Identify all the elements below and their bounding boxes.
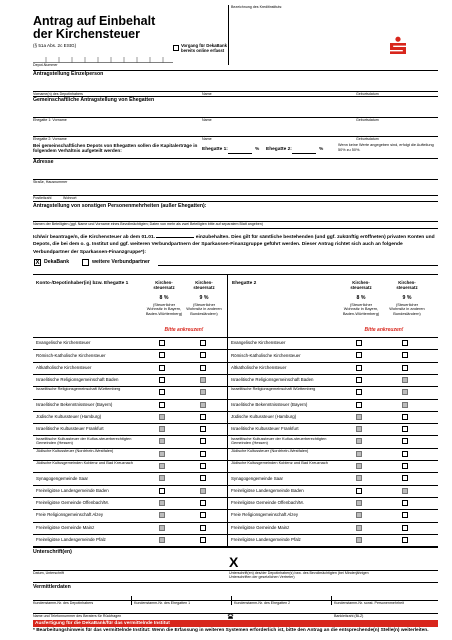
grid-row-label: Israelitische Religionsgemeinschaft Baden <box>231 377 314 383</box>
rate-8-checkbox <box>159 451 165 457</box>
grid-row-label: Jüdische Kultusgemeinden Koblenz und Bad Kreuznach <box>36 460 133 466</box>
divider <box>33 228 438 229</box>
percent-sign: % <box>255 147 260 152</box>
telephone-icon <box>227 606 234 612</box>
rate-9-checkbox[interactable] <box>200 537 206 543</box>
grid-row-label: Jüdische Kultusgemeinden Koblenz und Bad Kreuznach <box>231 460 328 466</box>
signature-x-mark: X <box>229 554 239 570</box>
rate-9-checkbox <box>200 377 206 383</box>
legal-reference: (§ 51a Abs. 2c EStG) <box>33 43 77 48</box>
rate-8-checkbox <box>159 475 165 481</box>
grid-row-label: Freie Religionsgemeinschaft Alzey <box>36 512 104 518</box>
rate-9-checkbox[interactable] <box>402 537 408 543</box>
col1-rate: 8 % <box>356 295 366 301</box>
section-personenmehrheit-title: Antragstellung von sonstigen Personenmehrheiten (außer Ehegatten): <box>33 203 207 209</box>
grid-top <box>33 274 438 275</box>
ehegatte2-ratio-label: Ehegatte 2: <box>266 147 292 152</box>
vorname-depotinhaber-label: Vorname(n) des Depotinhabers <box>33 92 83 96</box>
rate-9-checkbox[interactable] <box>402 512 408 518</box>
rate-9-checkbox[interactable] <box>402 414 408 420</box>
rate-8-checkbox[interactable] <box>356 352 362 358</box>
grid-row-label: Synagogengemeinde Saar <box>36 475 88 481</box>
grid-row-label: Freireligiöse Landesgemeinde Baden <box>36 487 109 493</box>
title-line-2: der Kirchensteuer <box>33 27 140 41</box>
bankleitzahl-label: Bankleitzahl (BLZ) <box>334 614 364 618</box>
ehegatte2-geburtsdatum-label: Geburtsdatum <box>356 137 379 141</box>
rate-8-checkbox <box>159 426 165 432</box>
rate-9-checkbox[interactable] <box>200 438 206 444</box>
wohnort-label: Wohnort <box>63 196 77 200</box>
divider <box>33 158 438 159</box>
ausfertigung-bar <box>33 620 438 627</box>
rate-9-checkbox[interactable] <box>402 451 408 457</box>
grid-row-label: Altkatholische Kirchensteuer <box>36 364 92 370</box>
name-label: Name <box>202 92 212 96</box>
percent-sign: % <box>319 147 324 152</box>
berater-name-tel-label: Name und Telefonnummer des Beraters für Rückfragen <box>33 614 122 618</box>
grid-row-label: Israelitische Bekenntnissteuer (Bayern) <box>231 401 308 407</box>
rate-8-checkbox[interactable] <box>159 488 165 494</box>
divider <box>33 201 438 202</box>
ehegatte2-ratio-input[interactable] <box>292 153 316 154</box>
rate-8-checkbox[interactable] <box>159 402 165 408</box>
rate-9-checkbox[interactable] <box>402 525 408 531</box>
grid-row-label: Synagogengemeinde Saar <box>231 475 283 481</box>
grid-right-header: Ehegatte 2 <box>232 281 257 286</box>
field-line <box>33 195 438 196</box>
rate-9-checkbox[interactable] <box>200 475 206 481</box>
rate-8-checkbox <box>356 426 362 432</box>
grid-row-label: Israelitische Kultussteuer der Kultus-steuerberechtigten Gemeinden (Hessen) <box>36 435 132 445</box>
rate-8-checkbox <box>159 500 165 506</box>
geburtsdatum-label: Geburtsdatum <box>356 92 379 96</box>
rate-8-checkbox <box>159 463 165 469</box>
split-instruction: Bei gemeinschaftlichen Depots von Ehegatten sollen die Kapitalerträge in folgendem Verhältnis aufgeteilt werden: <box>33 143 198 154</box>
rate-8-checkbox[interactable] <box>159 365 165 371</box>
depot-number-field[interactable] <box>33 50 173 62</box>
grid-row-label: Freireligiöse Landesgemeinde Pfalz <box>36 537 106 542</box>
ehegatte1-ratio-input[interactable] <box>228 153 252 154</box>
rate-9-checkbox[interactable] <box>200 463 206 469</box>
col-header-title: Kirchen-steuersatz <box>153 280 175 290</box>
grid-row-label: Evangelische Kirchensteuer <box>36 340 91 346</box>
rate-9-checkbox[interactable] <box>200 525 206 531</box>
rate-9-checkbox <box>200 389 206 395</box>
rate-8-checkbox[interactable] <box>356 389 362 395</box>
ehegatte1-geburtsdatum-label: Geburtsdatum <box>356 118 379 122</box>
col2-rate: 9 % <box>402 295 412 301</box>
grid-row-label: Freireligiöse Gemeinde Mainz <box>36 524 95 530</box>
unterschriften-title: Unterschrift(en) <box>33 549 72 555</box>
rate-8-checkbox[interactable] <box>356 488 362 494</box>
datum-unterschrift-label: Datum, Unterschrift <box>33 571 64 575</box>
grid-row-label: Freireligiöse Landesgemeinde Pfalz <box>231 537 301 542</box>
grid-row-label: Israelitische Kultussteuer Frankfurt <box>36 426 104 432</box>
ehegatte1-name-label: Name <box>202 118 212 122</box>
rate-8-checkbox <box>159 414 165 420</box>
field-line <box>33 179 438 180</box>
col2-description: (Steuerlicher Wohnsitz in anderen Bundesländern) <box>186 302 222 316</box>
rate-9-checkbox[interactable] <box>402 438 408 444</box>
rate-8-checkbox <box>356 414 362 420</box>
rate-9-checkbox[interactable] <box>200 500 206 506</box>
grid-row-label: Freireligiöse Gemeinde Mainz <box>231 524 290 530</box>
rate-9-checkbox[interactable] <box>402 352 408 358</box>
rate-9-checkbox[interactable] <box>200 426 206 432</box>
request-text-rest: einzubehalten. Dies gilt für sämtliche bestehenden (und ggf. zukünftig eröffneten) privaten Konten und Depots, die bei dem o. g. Institut und ggf. weiteren Verbundpartnern der Sparkassen-Finanzgruppe geführt werden. Dieser Antrag richtet sich auch an folgende Verbundpartner der Sparkassen-Finanzgruppe*): <box>33 235 435 255</box>
rate-9-checkbox[interactable] <box>402 426 408 432</box>
rate-8-checkbox[interactable] <box>356 340 362 346</box>
rate-8-checkbox <box>356 512 362 518</box>
rate-9-checkbox[interactable] <box>402 463 408 469</box>
page-title <box>33 15 155 41</box>
col2-rate: 9 % <box>199 295 209 301</box>
request-paragraph <box>33 232 438 256</box>
field-separator <box>231 596 232 605</box>
unterschrift-depotinhaber-label: Unterschrift(en) des/der Depotinhaber(s) bzw. des Bevollmächtigten (bei Minderjährigen Unterschriften der gesetzlichen Vertreter) <box>229 571 369 579</box>
grid-row-label: Jüdische Kultussteuer (Nordrhein-Westfalen) <box>36 447 114 453</box>
adresse-title: Adresse <box>33 159 54 165</box>
kundenstamm-personenmehrheit-label: Kundenstamm-Nr. sonst. Personenmehrheit <box>334 601 404 605</box>
beteiligte-note: Namen der Beteiligten (ggf. Name und Vorname eines Bevollmächtigten; Daten von mehr als zwei Beteiligten bitte auf separatem Blatt angeben) <box>33 222 263 226</box>
grid-row-label: Israelitische Religionsgemeinschaft Baden <box>36 377 119 383</box>
grid-row-label: Israelitische Kultussteuer der Kultus-steuerberechtigten Gemeinden (Hessen) <box>231 435 327 445</box>
grid-row-label: Jüdische Kultussteuer (Nordrhein-Westfalen) <box>231 447 309 453</box>
col1-description: (Steuerlicher Wohnsitz in Bayern, Baden-Württemberg) <box>145 302 183 316</box>
rate-9-checkbox[interactable] <box>200 451 206 457</box>
ehegatte1-vorname-label: Ehegatte 1: Vorname <box>33 118 67 122</box>
rate-9-checkbox[interactable] <box>200 512 206 518</box>
rate-9-checkbox[interactable] <box>402 340 408 346</box>
rate-9-checkbox[interactable] <box>402 475 408 481</box>
grid-row-label: Altkatholische Kirchensteuer <box>231 364 287 370</box>
grid-row-label: Römisch-Katholische Kirchensteuer <box>231 352 301 358</box>
grid-row-label: Israelitische Bekenntnissteuer (Bayern) <box>36 401 113 407</box>
rate-8-checkbox[interactable] <box>159 352 165 358</box>
bearbeitungshinweis: * Bearbeitungshinweis für das vermittelnde Institut: Wenn die Erfassung in weiteren Systemen erforderlich ist, bitte den Antrag an die entsprechende(n) Stelle(n) weiterleiten. <box>33 628 429 633</box>
col2-description: (Steuerlicher Wohnsitz in anderen Bundesländern) <box>389 302 425 316</box>
rate-9-checkbox[interactable] <box>200 365 206 371</box>
vermittlerdaten-title: Vermittlerdaten <box>33 584 71 590</box>
rate-9-checkbox <box>200 402 206 408</box>
grid-row-label: Israelitische Religionsgemeinschaft Württemberg <box>36 386 121 392</box>
rate-8-checkbox <box>159 525 165 531</box>
rate-9-checkbox <box>200 488 206 494</box>
rate-8-checkbox[interactable] <box>159 377 165 383</box>
rate-8-checkbox <box>356 475 362 481</box>
grid-left-header: Konto-/Depotinhaber(in) bzw. Ehegatte 1 <box>36 281 129 286</box>
ankreuzen-hint: Bitte ankreuzen! <box>364 327 404 333</box>
ankreuzen-hint: Bitte ankreuzen! <box>164 327 204 333</box>
ehegatte2-name-label: Name <box>202 137 212 141</box>
plz-label: Postleitzahl <box>33 196 52 200</box>
rate-9-checkbox[interactable] <box>402 500 408 506</box>
field-separator <box>331 596 332 605</box>
rate-8-checkbox <box>356 438 362 444</box>
rate-8-checkbox[interactable] <box>356 377 362 383</box>
sparkasse-s-logo-icon <box>387 36 409 56</box>
grid-row-label: Freie Religionsgemeinschaft Alzey <box>231 512 299 518</box>
request-text-start: Ich/wir beantrage/n, die Kirchensteuer ab dem 01.01. <box>33 235 156 240</box>
kundenstamm-ehegatte1-label: Kundenstamm-Nr. des Ehegatten 1 <box>134 601 191 605</box>
section-ehegatten-title: Gemeinschaftliche Antragstellung von Ehegatten <box>33 97 155 103</box>
rate-8-checkbox <box>159 537 165 543</box>
rate-8-checkbox[interactable] <box>356 365 362 371</box>
divider <box>33 547 438 548</box>
ausfertigung-text: Ausfertigung für die DekaBank/für das vermittelnde Institut <box>35 621 170 626</box>
title-line-1: Antrag auf Einbehalt <box>33 14 156 28</box>
grid-row-label: Römisch-Katholische Kirchensteuer <box>36 352 106 358</box>
col1-description: (Steuerlicher Wohnsitz in Bayern, Baden-Württemberg) <box>342 302 380 316</box>
rate-8-checkbox[interactable] <box>356 402 362 408</box>
rate-8-checkbox[interactable] <box>159 340 165 346</box>
rate-8-checkbox <box>356 451 362 457</box>
ehegatte1-ratio-label: Ehegatte 1: <box>202 147 228 152</box>
weitere-verbundpartner-label: weitere Verbundpartner <box>92 259 150 265</box>
vorgang-online-checkbox[interactable] <box>173 45 179 51</box>
grid-row-label: Freireligiöse Landesgemeinde Baden <box>231 487 304 493</box>
col-header-title: Kirchen-steuersatz <box>350 280 372 290</box>
rate-9-checkbox[interactable] <box>200 340 206 346</box>
rate-9-checkbox <box>402 389 408 395</box>
bank-label: Bezeichnung des Kreditinstituts: <box>231 5 283 9</box>
rate-8-checkbox <box>356 463 362 469</box>
rate-8-checkbox <box>159 438 165 444</box>
start-year-input[interactable] <box>156 232 194 238</box>
kundenstamm-depotinhaber-label: Kundenstamm-Nr. des Depotinhabers <box>33 601 94 605</box>
grid-row-label: Freireligiöse Gemeinde Offenbach/M. <box>231 500 304 506</box>
bank-box-divider <box>228 5 229 65</box>
grid-row-label: Jüdische Kultussteuer (Hamburg) <box>231 414 297 419</box>
rate-9-checkbox <box>402 377 408 383</box>
rate-9-checkbox[interactable] <box>200 414 206 420</box>
rate-8-checkbox[interactable] <box>159 389 165 395</box>
grid-row-label: Jüdische Kultussteuer (Hamburg) <box>36 414 102 419</box>
kundenstamm-ehegatte2-label: Kundenstamm-Nr. des Ehegatten 2 <box>234 601 291 605</box>
rate-9-checkbox <box>402 402 408 408</box>
rate-9-checkbox[interactable] <box>402 365 408 371</box>
split-default-note: Wenn keine Werte angegeben sind, erfolgt die Aufteilung 50% zu 50%. <box>338 143 434 152</box>
grid-row-label: Israelitische Kultussteuer Frankfurt <box>231 426 299 432</box>
depot-number-label: Depot-Nummer <box>33 63 58 67</box>
weitere-verbundpartner-input[interactable] <box>158 265 438 266</box>
rate-8-checkbox <box>356 500 362 506</box>
grid-row-label: Israelitische Religionsgemeinschaft Württemberg <box>231 386 316 392</box>
rate-9-checkbox <box>402 488 408 494</box>
dekabank-checkbox[interactable]: X <box>35 260 40 266</box>
ehegatte2-vorname-label: Ehegatte 2: Vorname <box>33 137 67 141</box>
grid-row-label: Evangelische Kirchensteuer <box>231 340 286 346</box>
dekabank-label: DekaBank <box>44 259 70 265</box>
col1-rate: 8 % <box>159 295 169 301</box>
vorgang-online-label: Vorgang für DekaBank bereits online erfasst <box>181 43 228 53</box>
col-header-title: Kirchen-steuersatz <box>396 280 418 290</box>
strasse-label: Straße, Hausnummer <box>33 180 68 184</box>
field-separator <box>131 596 132 605</box>
section-einzelperson-title: Antragstellung Einzelperson <box>33 71 104 77</box>
rate-8-checkbox <box>356 525 362 531</box>
weitere-verbundpartner-checkbox[interactable] <box>82 259 89 266</box>
rate-8-checkbox <box>356 537 362 543</box>
rate-8-checkbox <box>159 512 165 518</box>
rate-9-checkbox[interactable] <box>200 352 206 358</box>
divider <box>33 582 438 583</box>
grid-row-label: Freireligiöse Gemeinde Offenbach/M. <box>36 500 109 506</box>
col-header-title: Kirchen-steuersatz <box>193 280 215 290</box>
